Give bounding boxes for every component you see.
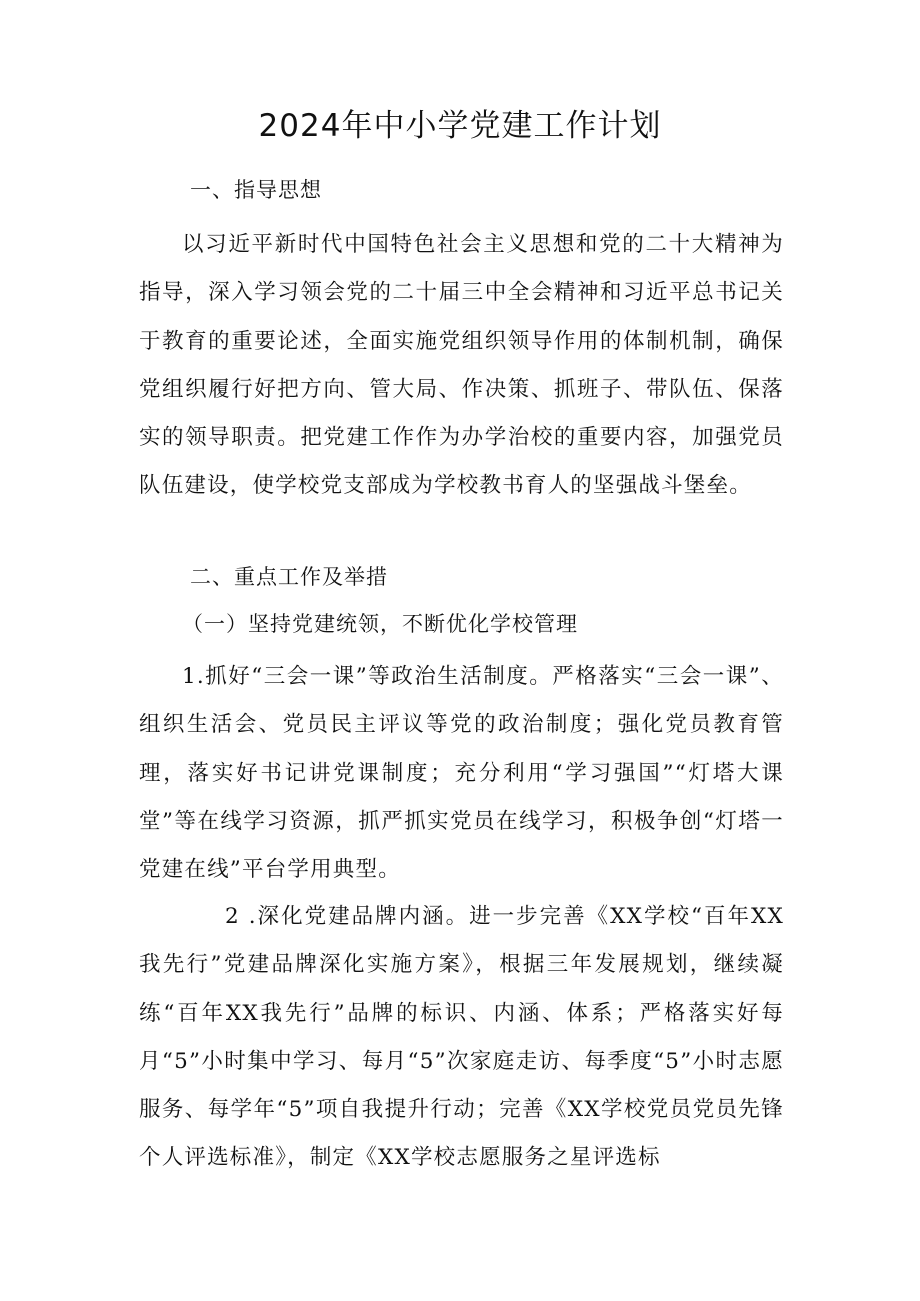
document-title: 2024年中小学党建工作计划	[258, 108, 662, 144]
section-heading-key-work: 二、重点工作及举措	[190, 565, 388, 589]
subsection-heading-party-leadership: （一）坚持党建统领，不断优化学校管理	[182, 612, 578, 636]
section-heading-guiding-ideology: 一、指导思想	[190, 178, 322, 202]
paragraph-guiding-ideology: 以习近平新时代中国特色社会主义思想和党的二十大精神为指导，深入学习领会党的二十届三中全会精神和习近平总书记关于教育的重要论述，全面实施党组织领导作用的体制机制，确保党组织履行好把方向、管大局、作决策、抓班子、带队伍、保落实的领导职责。把党建工作作为办学治校的重要内容，加强党员队伍建设，使学校党支部成为学校教书育人的坚强战斗堡垒。	[139, 232, 784, 499]
paragraph-item-1: 1.抓好“三会一课”等政治生活制度。严格落实“三会一课”、组织生活会、党员民主评议等党的政治制度；强化党员教育管理，落实好书记讲党课制度；充分利用“学习强国”“灯塔大课堂”等在线学习资源，抓严抓实党员在线学习，积极争创“灯塔一党建在线”平台学用典型。	[139, 664, 784, 883]
paragraph-item-2: 2 .深化党建品牌内涵。进一步完善《XX学校“百年XX我先行”党建品牌深化实施方案》，根据三年发展规划，继续凝练“百年XX我先行”品牌的标识、内涵、体系；严格落实好每月“5”小时集中学习、每月“5”次家庭走访、每季度“5”小时志愿服务、每学年“5”项自我提升行动；完善《XX学校党员党员先锋个人评选标准》，制定《XX学校志愿服务之星评选标	[139, 904, 784, 1171]
